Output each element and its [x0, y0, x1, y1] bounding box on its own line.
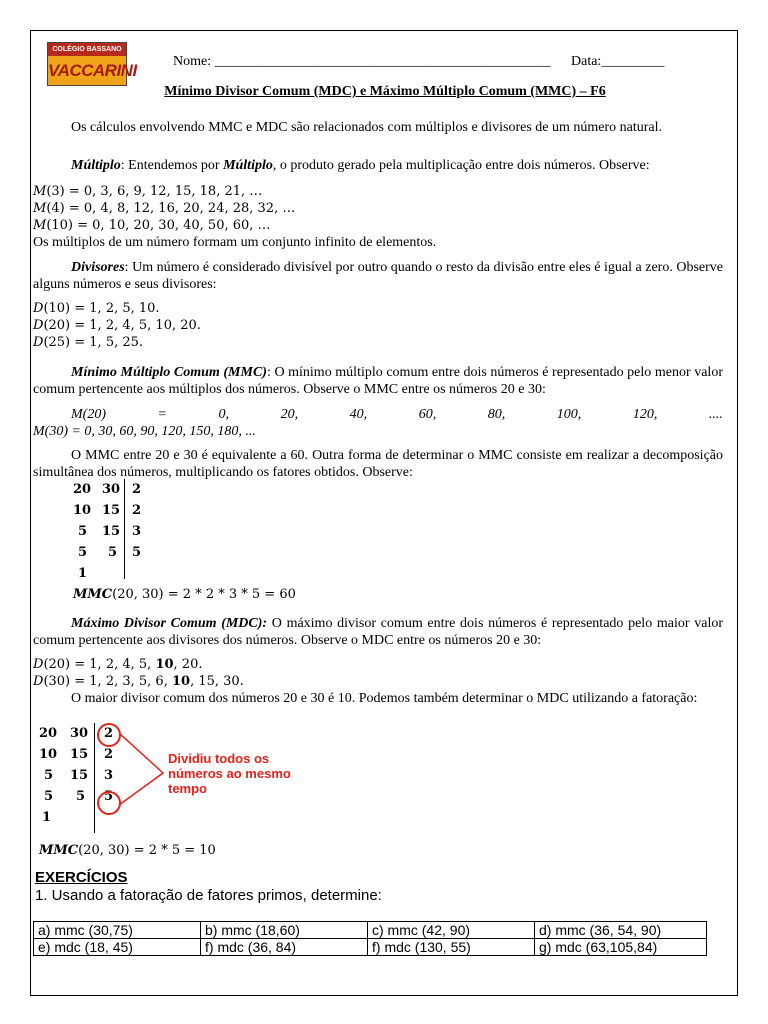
math-arg: (20)	[43, 657, 71, 672]
math-bold: 10	[171, 674, 191, 689]
math-arg: (25)	[43, 335, 71, 350]
m20-item: =	[157, 407, 167, 422]
mmc-m30-line: M(30) = 0, 30, 60, 90, 120, 150, 180, ...	[33, 424, 256, 439]
mmc-m20-line	[71, 406, 723, 423]
mmc-text: : O mínimo múltiplo comum entre dois números é representado pelo menor valor comum pertencente aos múltiplos dos números. Observe o MMC entre os números 20 e 30:	[33, 365, 723, 397]
factor-cell: 20	[73, 482, 92, 497]
mmc-decomposition-paragraph: O MMC entre 20 e 30 é equivalente a 60. Outra forma de determinar o MMC consiste em realizar a decomposição simultânea dos números, multiplicando os fatores obtidos. Observe:	[33, 448, 723, 480]
name-field	[173, 53, 551, 70]
factor-cell: 30	[102, 482, 121, 497]
factor-cell: 5	[132, 545, 142, 560]
multiplo-line-3	[33, 217, 271, 234]
math-fn: D	[33, 657, 44, 672]
divisores-term: Divisores	[71, 260, 125, 275]
m20-item: 100,	[556, 407, 582, 422]
mdc-factorization-paragraph: O maior divisor comum dos números 20 e 30 é 10. Podemos também determinar o MDC utilizando a fatoração:	[71, 691, 698, 706]
factor-cell	[126, 563, 141, 584]
date-field	[571, 53, 664, 70]
factor-cell: 15	[102, 524, 121, 539]
math-rest: = 0, 3, 6, 9, 12, 15, 18, 21, …	[64, 184, 263, 199]
mmc-factor-table	[73, 479, 141, 584]
table-row	[73, 500, 141, 521]
math-fn: M	[33, 201, 47, 216]
logo-main-text: VACCARINI	[48, 56, 126, 85]
mmc-factor-divider	[124, 479, 125, 579]
m20-item: 60,	[418, 407, 437, 422]
factor-cell: 2	[104, 726, 114, 741]
math-arg: (10)	[46, 218, 73, 233]
multiplo-text-2: , o produto gerado pela multiplicação entre dois números. Observe:	[272, 158, 650, 173]
table-row	[34, 939, 707, 956]
exercise-cell: f) mdc (130, 55)	[368, 939, 535, 956]
mmc-paragraph	[33, 364, 723, 398]
math-arg: (4)	[46, 201, 65, 216]
exercise-cell: f) mdc (36, 84)	[201, 939, 368, 956]
math-fn: D	[33, 301, 44, 316]
annotation-line: números ao mesmo	[168, 766, 291, 781]
factor-cell: 1	[42, 810, 52, 825]
factor-cell	[102, 563, 126, 584]
factor-cell: 10	[73, 503, 92, 518]
math-rest: = 1, 2, 3, 5, 6,	[70, 674, 172, 689]
table-row	[73, 563, 141, 584]
mdc-result	[39, 843, 216, 858]
name-line: ________________________________________________	[214, 54, 551, 69]
math-arg: (10)	[43, 301, 71, 316]
annotation-line: tempo	[168, 781, 207, 796]
m20-item: 20,	[280, 407, 299, 422]
multiplo-term-2: Múltiplo	[223, 158, 273, 173]
divisores-line-2	[33, 317, 201, 334]
result-fn: MMC	[39, 843, 79, 858]
factor-cell: 5	[108, 545, 118, 560]
exercise-cell: b) mmc (18,60)	[201, 922, 368, 939]
name-label: Nome:	[173, 54, 212, 69]
exercise-cell: c) mmc (42, 90)	[368, 922, 535, 939]
mdc-text: O máximo divisor comum entre dois números é representado pelo maior valor comum pertencente aos divisores dos números. Observe o MDC entre os números 20 e 30:	[33, 616, 723, 648]
annotation-line: Dividiu todos os	[168, 751, 270, 766]
mdc-d20-line	[33, 656, 202, 673]
math-rest: , 20.	[173, 657, 203, 672]
exercise-cell: e) mdc (18, 45)	[34, 939, 201, 956]
math-rest: = 1, 2, 4, 5, 10, 20.	[70, 318, 201, 333]
m20-item: 0,	[218, 407, 230, 422]
multiplo-line-1	[33, 183, 262, 200]
result-fn: MMC	[73, 587, 113, 602]
factor-cell: 30	[70, 726, 89, 741]
factor-cell: 5	[44, 789, 54, 804]
annotation-text	[168, 751, 291, 796]
divisores-paragraph	[33, 259, 723, 293]
school-logo	[47, 42, 137, 86]
math-fn: D	[33, 674, 44, 689]
m20-item: M(20)	[71, 407, 106, 422]
math-rest: = 1, 5, 25.	[70, 335, 144, 350]
exercises-heading: EXERCÍCIOS	[35, 869, 128, 886]
m20-item: ....	[708, 407, 723, 422]
exercise-question-1: 1. Usando a fatoração de fatores primos, determine:	[35, 887, 382, 904]
divisores-text: : Um número é considerado divisível por outro quando o resto da divisão entre eles é igual a zero. Observe alguns números e seus divisores:	[33, 260, 723, 292]
factor-cell: 20	[39, 726, 58, 741]
multiplo-term: Múltiplo	[71, 158, 121, 173]
exercise-cell: d) mmc (36, 54, 90)	[535, 922, 707, 939]
factor-cell: 2	[132, 503, 142, 518]
math-arg: (30)	[43, 674, 71, 689]
math-arg: (3)	[46, 184, 65, 199]
mmc-result	[73, 587, 296, 602]
math-rest: = 1, 2, 5, 10.	[70, 301, 160, 316]
exercise-table	[33, 921, 707, 956]
divisores-line-1	[33, 300, 160, 317]
m20-item: 120,	[632, 407, 658, 422]
divisores-line-3	[33, 334, 143, 351]
math-arg: (20)	[43, 318, 71, 333]
table-row	[73, 521, 141, 542]
result-rest: (20, 30) = 2 * 5 = 10	[78, 843, 216, 858]
factor-cell: 5	[78, 545, 88, 560]
result-rest: (20, 30) = 2 * 2 * 3 * 5 = 60	[112, 587, 296, 602]
factor-cell: 3	[132, 524, 142, 539]
factor-cell: 2	[132, 482, 142, 497]
exercise-cell: g) mdc (63,105,84)	[535, 939, 707, 956]
m20-item: 40,	[349, 407, 368, 422]
logo-top-text: COLÉGIO BASSANO	[48, 43, 126, 56]
math-bold: 10	[155, 657, 174, 672]
annotation-arrows	[117, 727, 167, 811]
math-rest: = 0, 10, 20, 30, 40, 50, 60, …	[73, 218, 271, 233]
exercise-cell: a) mmc (30,75)	[34, 922, 201, 939]
factor-cell: 10	[39, 747, 58, 762]
mdc-d30-line	[33, 673, 244, 690]
multiplo-paragraph	[33, 157, 723, 174]
math-rest: = 1, 2, 4, 5,	[70, 657, 156, 672]
mdc-term: Máximo Divisor Comum (MDC):	[71, 616, 268, 631]
table-row	[73, 542, 141, 563]
m20-item: 80,	[487, 407, 506, 422]
mdc-factor-divider	[94, 723, 95, 833]
factor-cell: 3	[104, 768, 114, 783]
factor-cell	[70, 807, 94, 828]
factor-cell: 15	[102, 503, 121, 518]
math-fn: M	[33, 218, 47, 233]
intro-paragraph: Os cálculos envolvendo MMC e MDC são relacionados com múltiplos e divisores de um número natural.	[71, 120, 663, 135]
multiplo-text-1: : Entendemos por	[120, 158, 224, 173]
table-row	[34, 922, 707, 939]
worksheet-page	[30, 30, 738, 996]
multiplo-conclusion: Os múltiplos de um número formam um conjunto infinito de elementos.	[33, 235, 437, 250]
mdc-paragraph	[33, 615, 723, 649]
multiplo-line-2	[33, 200, 295, 217]
page-title: Mínimo Divisor Comum (MDC) e Máximo Múltiplo Comum (MMC) – F6	[164, 84, 606, 99]
math-fn: M	[33, 184, 47, 199]
math-fn: D	[33, 318, 44, 333]
factor-cell: 15	[70, 768, 89, 783]
table-row	[73, 479, 141, 500]
math-fn: D	[33, 335, 44, 350]
math-rest: , 15, 30.	[190, 674, 244, 689]
factor-cell: 5	[44, 768, 54, 783]
mmc-term: Mínimo Múltiplo Comum (MMC)	[71, 365, 267, 380]
factor-cell: 1	[78, 566, 88, 581]
table-row	[39, 765, 113, 786]
math-rest: = 0, 4, 8, 12, 16, 20, 24, 28, 32, …	[64, 201, 296, 216]
factor-cell: 2	[104, 747, 114, 762]
factor-cell: 5	[76, 789, 86, 804]
table-row	[39, 744, 113, 765]
date-line: _________	[601, 54, 665, 69]
factor-cell: 15	[70, 747, 89, 762]
date-label: Data:	[571, 54, 602, 69]
factor-cell: 5	[104, 789, 114, 804]
factor-cell: 5	[78, 524, 88, 539]
